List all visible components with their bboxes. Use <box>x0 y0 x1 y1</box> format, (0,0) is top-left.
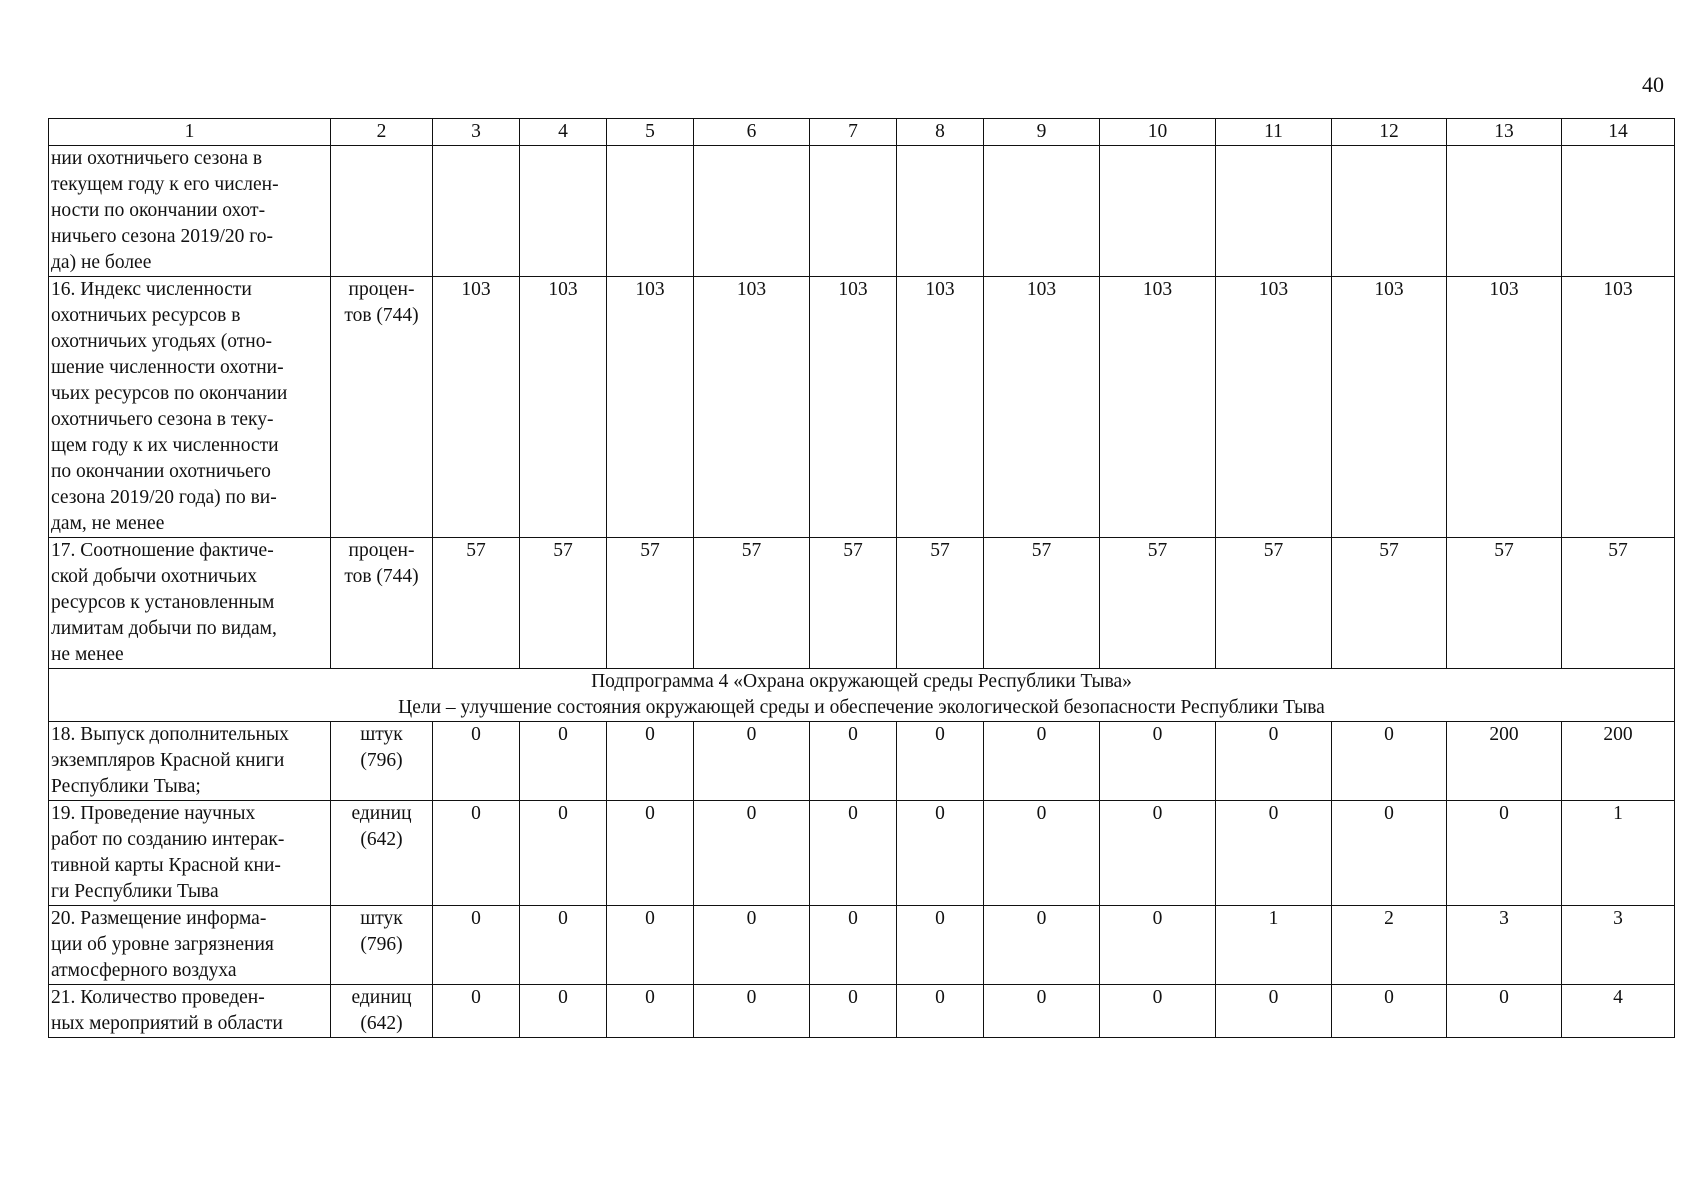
table-row <box>49 906 1675 985</box>
value-cell: 0 <box>1447 985 1562 1038</box>
indicator-name-line: тивной карты Красной кни- <box>51 855 281 876</box>
value-cell: 103 <box>694 277 810 538</box>
value-cell: 0 <box>607 906 694 985</box>
value-cell: 0 <box>1100 722 1216 801</box>
indicator-name-line: текущем году к его числен- <box>51 174 279 195</box>
indicator-name-line: щем году к их численности <box>51 435 279 456</box>
value-cell: 0 <box>1100 985 1216 1038</box>
column-header: 1 <box>49 119 331 146</box>
column-header: 5 <box>607 119 694 146</box>
value-cell: 0 <box>984 985 1100 1038</box>
value-cell: 0 <box>810 906 897 985</box>
value-cell <box>1100 146 1216 277</box>
indicator-name-line: ных мероприятий в области <box>51 1013 283 1034</box>
value-cell <box>694 146 810 277</box>
unit-cell <box>331 985 433 1038</box>
value-cell: 103 <box>433 277 520 538</box>
value-cell: 0 <box>1332 801 1447 906</box>
value-cell: 57 <box>607 538 694 669</box>
indicator-name-line: 17. Соотношение фактиче- <box>51 540 274 561</box>
unit-line: штук <box>360 908 403 929</box>
value-cell: 2 <box>1332 906 1447 985</box>
indicator-name-cell <box>49 801 331 906</box>
value-cell: 57 <box>520 538 607 669</box>
value-cell: 3 <box>1447 906 1562 985</box>
value-cell: 103 <box>1100 277 1216 538</box>
value-cell: 57 <box>984 538 1100 669</box>
unit-cell <box>331 538 433 669</box>
value-cell: 0 <box>433 722 520 801</box>
indicator-name-line: по окончании охотничьего <box>51 461 271 482</box>
unit-line: тов (744) <box>344 566 419 587</box>
value-cell <box>810 146 897 277</box>
indicators-table <box>48 118 1675 1038</box>
value-cell: 57 <box>1562 538 1675 669</box>
indicator-name-line: ничьего сезона 2019/20 го- <box>51 226 274 247</box>
indicator-name-cell <box>49 985 331 1038</box>
indicator-name-line: ности по окончании охот- <box>51 200 266 221</box>
column-header: 3 <box>433 119 520 146</box>
value-cell: 57 <box>1332 538 1447 669</box>
unit-line: (642) <box>360 1013 403 1034</box>
value-cell: 103 <box>607 277 694 538</box>
value-cell: 4 <box>1562 985 1675 1038</box>
value-cell: 57 <box>1100 538 1216 669</box>
value-cell: 0 <box>1100 801 1216 906</box>
indicator-name-line: шение численности охотни- <box>51 357 284 378</box>
indicator-name-line: охотничьего сезона в теку- <box>51 409 274 430</box>
value-cell: 0 <box>520 722 607 801</box>
value-cell: 103 <box>520 277 607 538</box>
value-cell: 103 <box>1216 277 1332 538</box>
value-cell: 1 <box>1562 801 1675 906</box>
unit-cell <box>331 146 433 277</box>
value-cell: 57 <box>1216 538 1332 669</box>
indicator-name-line: 20. Размещение информа- <box>51 908 267 929</box>
indicator-name-line: 18. Выпуск дополнительных <box>51 724 289 745</box>
value-cell: 0 <box>810 985 897 1038</box>
indicator-name-line: Республики Тыва; <box>51 776 201 797</box>
value-cell <box>1332 146 1447 277</box>
value-cell: 0 <box>984 906 1100 985</box>
section-title: Подпрограмма 4 «Охрана окружающей среды Республики Тыва» <box>591 671 1132 692</box>
value-cell: 103 <box>984 277 1100 538</box>
value-cell: 0 <box>694 722 810 801</box>
table-row <box>49 801 1675 906</box>
indicator-name-cell <box>49 538 331 669</box>
section-cell <box>49 669 1675 722</box>
column-header: 11 <box>1216 119 1332 146</box>
value-cell: 57 <box>810 538 897 669</box>
value-cell: 0 <box>694 801 810 906</box>
value-cell: 1 <box>1216 906 1332 985</box>
value-cell: 57 <box>433 538 520 669</box>
value-cell: 0 <box>607 801 694 906</box>
table-row <box>49 146 1675 277</box>
indicator-name-line: атмосферного воздуха <box>51 960 237 981</box>
indicator-name-line: ции об уровне загрязнения <box>51 934 274 955</box>
indicator-name-line: дам, не менее <box>51 513 165 534</box>
indicator-name-cell <box>49 146 331 277</box>
value-cell: 0 <box>984 722 1100 801</box>
indicator-name-line: чьих ресурсов по окончании <box>51 383 288 404</box>
unit-line: тов (744) <box>344 305 419 326</box>
indicator-name-line: ской добычи охотничьих <box>51 566 258 587</box>
indicator-name-line: охотничьих угодьях (отно- <box>51 331 272 352</box>
value-cell: 0 <box>984 801 1100 906</box>
column-header: 4 <box>520 119 607 146</box>
indicator-name-line: экземпляров Красной книги <box>51 750 285 771</box>
indicator-name-cell <box>49 906 331 985</box>
value-cell: 0 <box>897 722 984 801</box>
value-cell: 0 <box>1216 985 1332 1038</box>
value-cell: 0 <box>433 801 520 906</box>
column-header: 6 <box>694 119 810 146</box>
section-goal: Цели – улучшение состояния окружающей среды и обеспечение экологической безопасности Республики Тыва <box>398 697 1325 718</box>
value-cell: 0 <box>1216 801 1332 906</box>
value-cell <box>1216 146 1332 277</box>
section-row <box>49 669 1675 722</box>
table-row <box>49 985 1675 1038</box>
indicator-name-line: ги Республики Тыва <box>51 881 219 902</box>
table-row <box>49 538 1675 669</box>
indicator-name-line: 19. Проведение научных <box>51 803 256 824</box>
column-header: 7 <box>810 119 897 146</box>
indicator-name-line: 21. Количество проведен- <box>51 987 265 1008</box>
value-cell: 0 <box>1332 722 1447 801</box>
value-cell: 0 <box>897 985 984 1038</box>
value-cell: 200 <box>1447 722 1562 801</box>
indicator-name-line: лимитам добычи по видам, <box>51 618 277 639</box>
unit-line: процен- <box>348 540 415 561</box>
value-cell: 0 <box>1447 801 1562 906</box>
indicator-name-cell <box>49 277 331 538</box>
unit-cell <box>331 722 433 801</box>
value-cell: 200 <box>1562 722 1675 801</box>
table-row <box>49 277 1675 538</box>
column-header: 12 <box>1332 119 1447 146</box>
value-cell <box>897 146 984 277</box>
indicator-name-line: нии охотничьего сезона в <box>51 148 263 169</box>
indicator-name-line: сезона 2019/20 года) по ви- <box>51 487 277 508</box>
indicator-name-line: не менее <box>51 644 124 665</box>
value-cell: 0 <box>897 906 984 985</box>
unit-line: (796) <box>360 934 403 955</box>
value-cell: 0 <box>897 801 984 906</box>
value-cell: 57 <box>897 538 984 669</box>
value-cell: 0 <box>520 801 607 906</box>
column-header: 10 <box>1100 119 1216 146</box>
value-cell: 103 <box>1562 277 1675 538</box>
value-cell: 0 <box>694 906 810 985</box>
value-cell <box>984 146 1100 277</box>
value-cell: 0 <box>607 722 694 801</box>
column-header: 2 <box>331 119 433 146</box>
indicator-name-cell <box>49 722 331 801</box>
unit-line: единиц <box>351 987 412 1008</box>
value-cell: 103 <box>897 277 984 538</box>
unit-cell <box>331 277 433 538</box>
value-cell: 0 <box>520 906 607 985</box>
indicator-name-line: работ по созданию интерак- <box>51 829 285 850</box>
value-cell: 103 <box>1447 277 1562 538</box>
table-row <box>49 722 1675 801</box>
column-header: 9 <box>984 119 1100 146</box>
unit-cell <box>331 906 433 985</box>
column-header: 8 <box>897 119 984 146</box>
value-cell: 0 <box>1100 906 1216 985</box>
value-cell: 0 <box>810 801 897 906</box>
value-cell: 57 <box>694 538 810 669</box>
column-header: 14 <box>1562 119 1675 146</box>
value-cell: 57 <box>1447 538 1562 669</box>
indicator-name-line: ресурсов к установленным <box>51 592 275 613</box>
unit-line: процен- <box>348 279 415 300</box>
value-cell <box>520 146 607 277</box>
value-cell <box>607 146 694 277</box>
unit-cell <box>331 801 433 906</box>
unit-line: (642) <box>360 829 403 850</box>
column-header: 13 <box>1447 119 1562 146</box>
unit-line: единиц <box>351 803 412 824</box>
indicator-name-line: да) не более <box>51 252 152 273</box>
indicator-name-line: 16. Индекс численности <box>51 279 252 300</box>
value-cell: 3 <box>1562 906 1675 985</box>
value-cell: 0 <box>433 985 520 1038</box>
header-row <box>49 119 1675 146</box>
unit-line: штук <box>360 724 403 745</box>
unit-line: (796) <box>360 750 403 771</box>
value-cell: 0 <box>1332 985 1447 1038</box>
value-cell: 0 <box>810 722 897 801</box>
value-cell: 103 <box>1332 277 1447 538</box>
value-cell: 0 <box>607 985 694 1038</box>
value-cell: 0 <box>1216 722 1332 801</box>
value-cell <box>433 146 520 277</box>
page-number: 40 <box>1642 72 1664 97</box>
value-cell <box>1562 146 1675 277</box>
value-cell: 0 <box>694 985 810 1038</box>
indicator-name-line: охотничьих ресурсов в <box>51 305 241 326</box>
value-cell: 0 <box>433 906 520 985</box>
value-cell <box>1447 146 1562 277</box>
value-cell: 0 <box>520 985 607 1038</box>
value-cell: 103 <box>810 277 897 538</box>
